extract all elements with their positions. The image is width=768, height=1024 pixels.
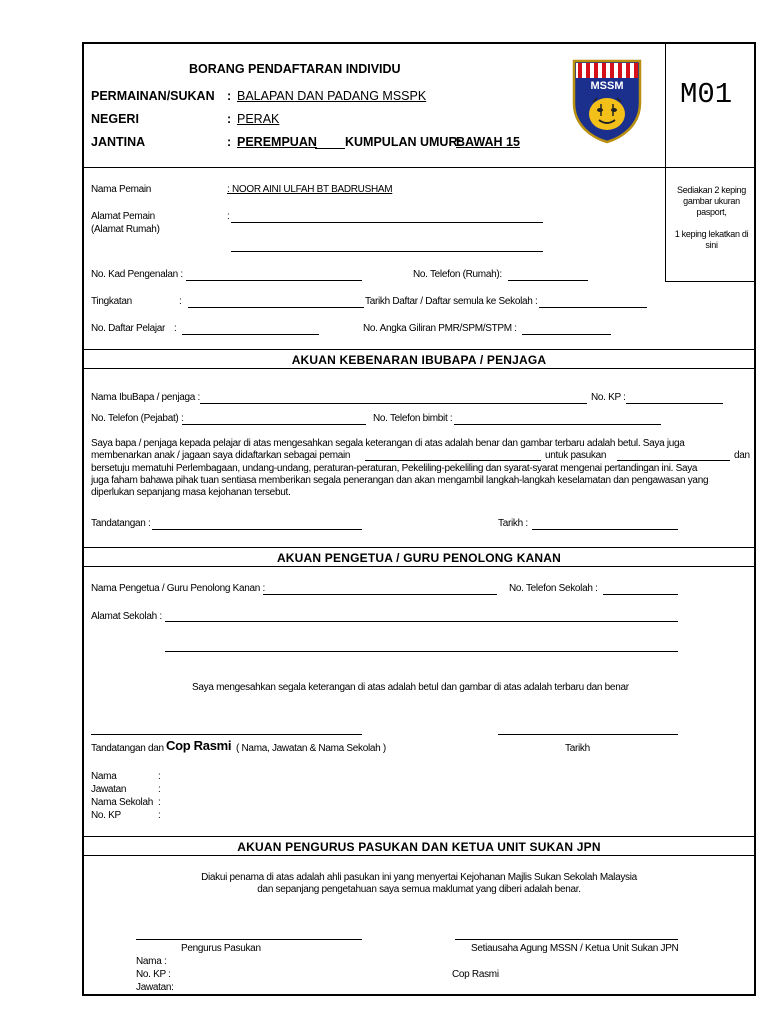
photo-box-divider [665,44,666,281]
mobile-field[interactable] [454,424,661,425]
secretary-sign-field[interactable] [455,939,678,940]
school-address-label: Alamat Sekolah : [91,611,162,622]
principal-field-kp-label: No. KP [91,810,121,821]
ic-label: No. Kad Pengenalan : [91,269,183,280]
parent-section-title: AKUAN KEBENARAN IBUBAPA / PENJAGA [291,353,547,367]
logo-text: MSSM [590,80,624,92]
manager-post-label: Jawatan: [136,982,174,993]
exam-no-label: No. Angka Giliran PMR/SPM/STPM : [363,323,517,334]
player-address-sub: (Alamat Rumah) [91,224,160,235]
grade-label: Tingkatan [91,296,132,307]
parent-para-2a: membenarkan anak / jagaan saya didaftarkan sebagai pemain [91,450,351,461]
registration-form [82,42,756,996]
principal-section-bottom [84,566,754,567]
parent-sign-field[interactable] [152,529,362,530]
sport-sep: : [227,89,232,103]
parent-date-label: Tarikh : [498,518,528,529]
manager-name-label: Nama : [136,956,167,967]
parent-date-field[interactable] [532,529,678,530]
age-group-label: KUMPULAN UMUR: [345,135,462,149]
principal-field-name-sep: : [158,771,161,782]
photo-box-line: Sediakan 2 keping [677,185,746,195]
manager-section-title: AKUAN PENGURUS PASUKAN DAN KETUA UNIT SUKAN JPN [237,840,601,854]
manager-section-bottom [84,855,754,856]
principal-cop-detail: ( Nama, Jawatan & Nama Sekolah ) [236,743,386,754]
state-label: NEGERI [91,112,139,126]
photo-box-instructions [667,185,756,251]
parent-para-1: Saya bapa / penjaga kepada pelajar di atas mengesahkan segala keterangan di atas adalah benar dan gambar terbaru adalah betul. Saya juga [91,438,685,449]
student-no-sep: : [174,323,177,334]
photo-box-line: pasport, [696,207,727,217]
principal-name-label: Nama Pengetua / Guru Penolong Kanan : [91,583,266,594]
principal-section-top [84,547,754,548]
secretary-label: Setiausaha Agung MSSN / Ketua Unit Sukan JPN [471,943,679,954]
principal-section-title: AKUAN PENGETUA / GURU PENOLONG KANAN [276,551,562,565]
parent-name-label: Nama IbuBapa / penjaga : [91,392,200,403]
principal-field-kp-sep: : [158,810,161,821]
parent-para-2c: dan [734,450,750,461]
parent-section-top [84,349,754,350]
player-address-line2[interactable] [231,251,543,252]
manager-text-2: dan sepanjang pengetahuan saya semua maklumat yang diberi adalah benar. [257,884,581,895]
mobile-label: No. Telefon bimbit : [373,413,453,424]
principal-field-school-sep: : [158,797,161,808]
school-address-line1[interactable] [165,621,678,622]
student-no-label: No. Daftar Pelajar [91,323,166,334]
manager-section-top [84,836,754,837]
manager-cop-label: Cop Rasmi [452,969,499,980]
office-phone-field[interactable] [182,424,366,425]
student-no-field[interactable] [182,334,319,335]
player-address-sep: : [227,211,230,222]
player-address-label: Alamat Pemain [91,211,155,222]
principal-date-label: Tarikh [565,743,590,754]
school-phone-field[interactable] [603,594,678,595]
parent-name-field[interactable] [200,403,587,404]
parent-para-2b: untuk pasukan [545,450,607,461]
exam-no-field[interactable] [522,334,611,335]
state-sep: : [227,112,232,126]
school-phone-label: No. Telefon Sekolah : [509,583,598,594]
principal-sign-label: Tandatangan dan [91,743,164,754]
form-code: M01 [680,78,733,111]
school-reg-field[interactable] [539,307,647,308]
school-address-line2[interactable] [165,651,678,652]
gender-value: PEREMPUAN [237,135,317,149]
principal-confirm-text: Saya mengesahkan segala keterangan di atas adalah betul dan gambar di atas adalah terbaru dan benar [192,682,629,693]
office-phone-label: No. Telefon (Pejabat) : [91,413,184,424]
parent-sign-label: Tandatangan : [91,518,151,529]
form-title: BORANG PENDAFTARAN INDIVIDU [189,62,401,76]
home-phone-label: No. Telefon (Rumah): [413,269,502,280]
photo-box-line: 1 keping lekatkan di [674,229,749,239]
header-divider [84,167,665,168]
sport-value: BALAPAN DAN PADANG MSSPK [237,89,427,103]
mssm-shield-icon [571,58,643,144]
manager-kp-label: No. KP : [136,969,171,980]
parent-para-4: juga faham bahawa pihak tuan sentiasa memberikan segala penerangan dan akan mengambil langkah-langkah keselamatan dan pengawasan yang [91,475,709,486]
sport-label: PERMAINAN/SUKAN [91,89,215,103]
principal-field-post-sep: : [158,784,161,795]
principal-date-field[interactable] [498,734,678,735]
manager-text-1: Diakui penama di atas adalah ahli pasukan ini yang menyertai Kejohanan Majlis Sukan Sekolah Malaysia [201,872,637,883]
parent-kp-label: No. KP : [591,392,626,403]
principal-field-post-label: Jawatan [91,784,127,795]
home-phone-field[interactable] [508,280,588,281]
player-name-label: Nama Pemain [91,184,152,195]
mssm-logo [571,58,643,144]
grade-sep: : [179,296,182,307]
age-group-value: BAWAH 15 [456,135,520,149]
parent-para-3: bersetuju mematuhi Perlembagaan, undang-undang, peraturan-peraturan, Pekeliling-pekeliling dan syarat-syarat mengenai pertandingan ini. Saya [91,463,698,474]
state-value: PERAK [237,112,280,126]
principal-field-school-label: Nama Sekolah [91,797,153,808]
principal-field-name-label: Nama [91,771,117,782]
photo-box-bottom [665,281,756,282]
manager-sign-field[interactable] [136,939,362,940]
team-field[interactable] [617,460,730,461]
photo-box-line: gambar ukuran [683,196,740,206]
manager-label: Pengurus Pasukan [181,943,261,954]
parent-section-bottom [84,368,754,369]
parent-kp-field[interactable] [626,403,723,404]
player-role-field[interactable] [365,460,541,461]
parent-para-5: diperlukan sepanjang masa kejohanan tersebut. [91,487,291,498]
gender-sep: : [227,135,232,149]
photo-box-line: sini [705,240,718,250]
principal-cop-label: Cop Rasmi [166,738,232,753]
player-name-value[interactable]: : NOOR AINI ULFAH BT BADRUSHAM [227,184,393,195]
principal-sign-field[interactable] [91,734,362,735]
grade-field[interactable] [188,307,364,308]
gender-label: JANTINA [91,135,146,149]
principal-name-field[interactable] [263,594,497,595]
player-address-line1[interactable] [231,222,543,223]
school-reg-label: Tarikh Daftar / Daftar semula ke Sekolah : [365,296,538,307]
gender-underline [315,148,345,149]
code-divider [665,167,756,168]
ic-field[interactable] [186,280,362,281]
